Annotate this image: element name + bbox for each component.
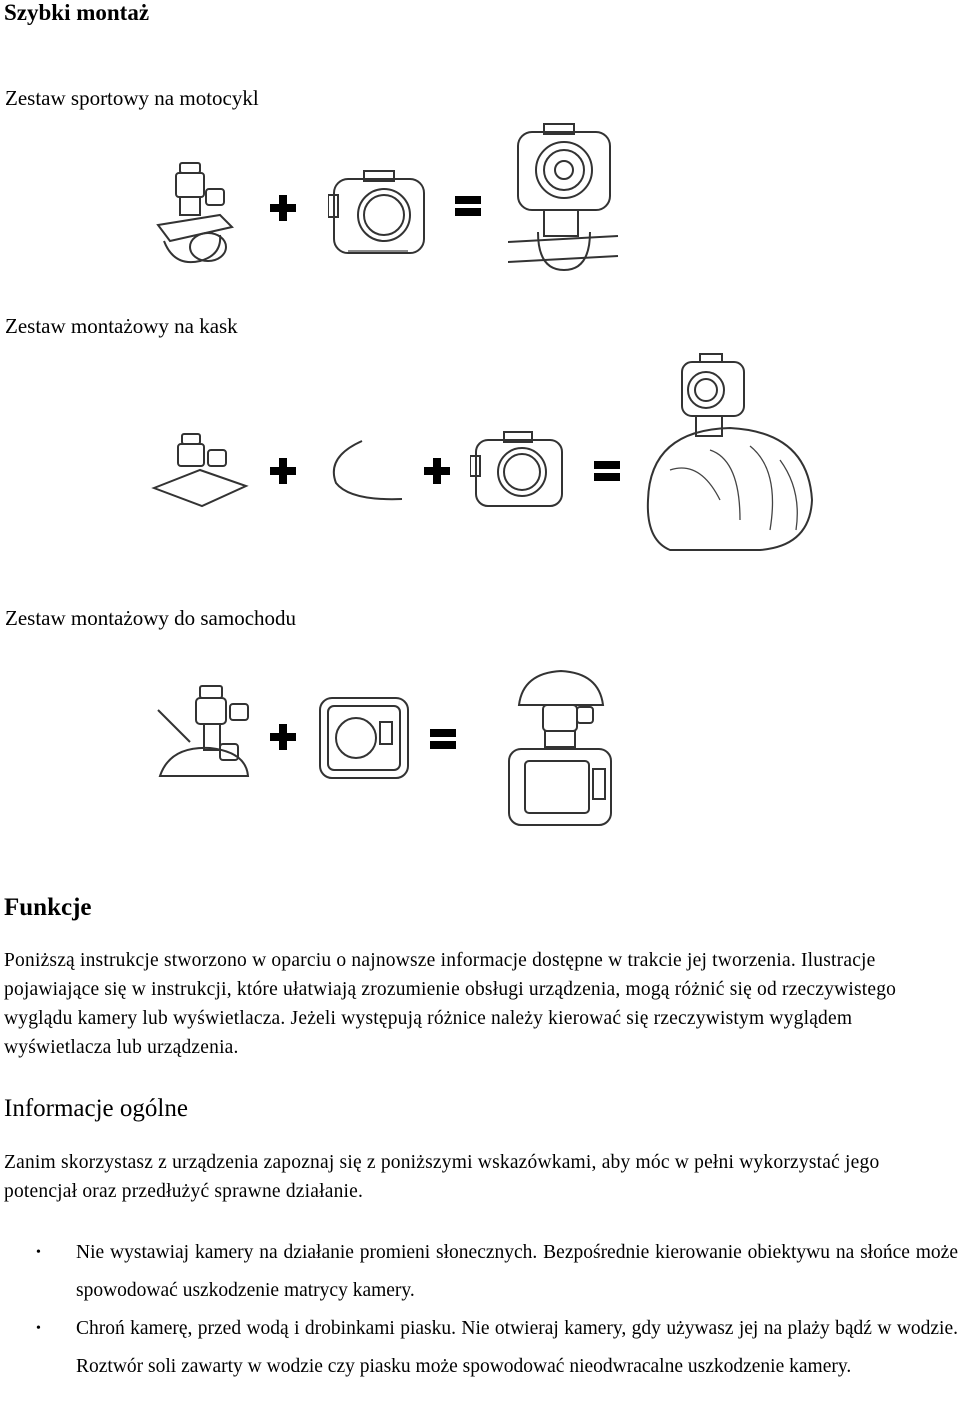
strap-illustration [322,435,412,505]
list-item [30,1310,958,1386]
bullet-icon: • [36,1321,41,1336]
equals-sign [428,726,458,752]
plus-sign [268,722,298,752]
camera-illustration [328,165,433,265]
set-helmet-label: Zestaw montażowy na kask [5,314,238,338]
camera-on-helmet-illustration [640,350,820,570]
equals-sign [453,193,483,219]
list-item [30,1234,958,1310]
general-intro-paragraph: Zanim skorzystasz z urządzenia zapoznaj się z poniższymi wskazówkami, aby móc w pełni wykorzystać jego potencjał oraz przedłużyć sprawne działanie. [4,1152,880,1202]
handlebar-mount-illustration [150,155,250,275]
bullet-list [30,1234,958,1386]
plus-sign [268,193,298,223]
set-motorcycle-label: Zestaw sportowy na motocykl [5,86,259,110]
camera-on-handlebar-illustration [508,120,623,280]
bullet-icon: • [36,1245,41,1260]
camera-back-illustration [314,692,414,784]
helmet-mount-illustration [150,430,250,510]
section-title-functions: Funkcje [4,894,92,921]
plus-sign [422,456,452,486]
section-title-general: Informacje ogólne [4,1095,188,1122]
camera-on-suction-mount-illustration [505,665,615,830]
plus-sign [268,456,298,486]
equals-sign [592,458,622,484]
camera-illustration [470,430,570,510]
list-item-text: Nie wystawiaj kamery na działanie promieni słonecznych. Bezpośrednie kierowanie obiektywu na słońce może spowodować uszkodzenie matrycy kamery. [76,1242,958,1301]
set-car-label: Zestaw montażowy do samochodu [5,606,297,630]
page-title: Szybki montaż [4,0,150,25]
suction-mount-illustration [150,680,260,790]
functions-paragraph: Poniższą instrukcje stworzono w oparciu o najnowsze informacje dostępne w trakcie jej tworzenia. Ilustracje pojawiające się w instrukcji, które ułatwiają zrozumienie obsługi urządzenia, mogą różnić się od rzeczywistego wyglądu kamery lub wyświetlacza. Jeżeli występują różnice należy kierować się rzeczywistym wyglądem wyświetlacza lub urządzenia. [4,950,897,1058]
list-item-text: Chroń kamerę, przed wodą i drobinkami piasku. Nie otwieraj kamery, gdy używasz jej na plaży bądź w wodzie. Roztwór soli zawarty w wodzie czy piasku może spowodować nieodwracalne uszkodzenie kamery. [76,1318,958,1377]
